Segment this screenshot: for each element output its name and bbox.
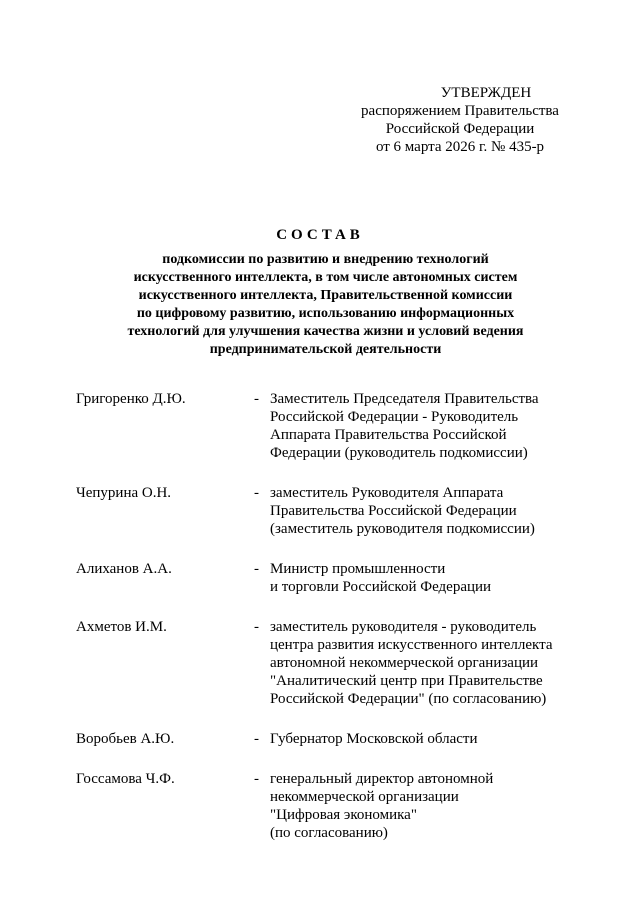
member-role-line: Министр промышленности	[270, 561, 446, 577]
member-name: Григоренко Д.Ю.	[76, 391, 186, 407]
approval-line: распоряжением Правительства	[361, 103, 559, 119]
member-role-line: "Цифровая экономика"	[270, 807, 417, 823]
member-role-line: Заместитель Председателя Правительства	[270, 391, 539, 407]
member-dash: -	[254, 619, 259, 635]
member-name: Чепурина О.Н.	[76, 485, 172, 501]
approval-block	[330, 84, 590, 156]
member-role-line: заместитель руководителя - руководитель	[270, 619, 537, 635]
member-dash: -	[254, 561, 259, 577]
member-name: Госсамова Ч.Ф.	[76, 771, 175, 787]
member-row	[0, 618, 640, 708]
document-title: СОСТАВ	[276, 227, 364, 243]
approval-line: Российской Федерации	[385, 121, 535, 137]
subtitle-line: технологий для улучшения качества жизни и условий ведения	[127, 324, 524, 339]
member-row	[0, 730, 640, 748]
member-role-line: генеральный директор автономной	[270, 771, 494, 787]
member-name: Алиханов А.А.	[76, 561, 172, 577]
member-role	[270, 484, 580, 538]
member-dash: -	[254, 391, 259, 407]
subtitle-line: искусственного интеллекта, в том числе автономных систем	[133, 270, 518, 285]
subtitle-line: по цифровому развитию, использованию информационных	[136, 306, 515, 321]
member-role-line: центра развития искусственного интеллекта	[270, 637, 553, 653]
member-role-line: Аппарата Правительства Российской	[270, 427, 507, 443]
member-role	[270, 560, 580, 596]
member-row	[0, 770, 640, 842]
member-name: Воробьев А.Ю.	[76, 731, 175, 747]
member-role-line: Российской Федерации" (по согласованию)	[270, 691, 547, 707]
member-dash: -	[254, 485, 259, 501]
member-role	[270, 390, 580, 462]
member-role-line: (заместитель руководителя подкомиссии)	[270, 521, 535, 537]
member-role-line: (по согласованию)	[270, 825, 388, 841]
subtitle-line: подкомиссии по развитию и внедрению технологий	[162, 252, 489, 267]
subtitle-line: искусственного интеллекта, Правительственной комиссии	[138, 288, 513, 303]
document-subtitle	[88, 251, 563, 359]
approval-header: УТВЕРЖДЕН	[440, 85, 532, 101]
member-role-line: Российской Федерации - Руководитель	[270, 409, 519, 425]
member-role-line: Федерации (руководитель подкомиссии)	[270, 445, 528, 461]
member-role-line: заместитель Руководителя Аппарата	[270, 485, 504, 501]
member-role-line: некоммерческой организации	[270, 789, 459, 805]
member-list	[0, 390, 640, 842]
member-dash: -	[254, 731, 259, 747]
member-role	[270, 618, 580, 708]
member-role-line: "Аналитический центр при Правительстве	[270, 673, 543, 689]
member-dash: -	[254, 771, 259, 787]
subtitle-line: предпринимательской деятельности	[209, 342, 442, 357]
member-name: Ахметов И.М.	[76, 619, 167, 635]
member-row	[0, 484, 640, 538]
member-role-line: Губернатор Московской области	[270, 731, 478, 747]
approval-line: от 6 марта 2026 г. № 435-р	[375, 139, 545, 155]
member-role	[270, 770, 580, 842]
member-row	[0, 560, 640, 596]
member-role-line: Правительства Российской Федерации	[270, 503, 517, 519]
member-role	[270, 730, 580, 748]
member-role-line: автономной некоммерческой организации	[270, 655, 539, 671]
member-row	[0, 390, 640, 462]
member-role-line: и торговли Российской Федерации	[270, 579, 492, 595]
